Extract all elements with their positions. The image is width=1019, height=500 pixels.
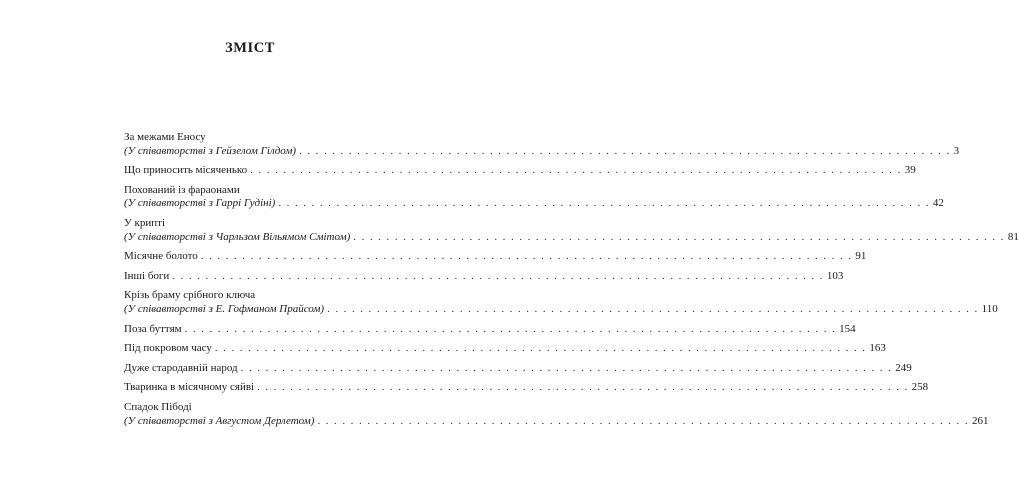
toc-entry-title: Під покровом часу: [124, 342, 212, 355]
toc-entry: [124, 289, 998, 316]
toc-entry-title: Поза буттям: [124, 322, 182, 335]
toc-entry-title: Крізь браму срібного ключа: [124, 289, 256, 302]
toc-entry-coauthor: (У співавторстві з Чарльзом Вільямом Смітом): [124, 230, 351, 243]
toc-entry-title: Похований із фараонами: [124, 183, 240, 196]
toc-entry-row: [124, 342, 886, 356]
toc-entry: [124, 342, 886, 356]
toc-entry-page-number: 3: [953, 144, 960, 157]
toc-entry-row: [124, 361, 912, 376]
toc-entry: [124, 164, 916, 178]
toc-entry-page-number: 103: [826, 269, 844, 282]
dot-leader: . . . . . . . . . . . . . . . . . . . . . . . . . . . . . . . . . . . . . . . . . . . . . . . . . . . . . . . . . . . . . . . . . . . . . . . . . . . . . . .: [200, 250, 853, 263]
toc-entry-row: [124, 414, 989, 429]
toc-entry-page-number: 110: [981, 302, 998, 315]
toc-entry-row: [124, 197, 944, 211]
dot-leader: . . . . . . . . . . . . . . . . . . . . . . . . . . . . . . . . . . . . . . . . . . . . . . . . . . . . . . . . . . . . . . . . . . . . . . . . . . . . . . .: [240, 361, 893, 374]
toc-entry-page-number: 39: [904, 164, 916, 177]
toc-entry: [124, 400, 989, 428]
dot-leader: . . . . . . . . . . . . . . . . . . . . . . . . . . . . . . . . . . . . . . . . . . . . . . . . . . . . . . . . . . . . . . . . . . . . . . . . . . . . . . .: [353, 230, 1005, 243]
toc-entry: [124, 322, 856, 337]
dot-leader: . . . . . . . . . . . . . . . . . . . . . . . . . . . . . . . . . . . . . . . . . . . . . . . . . . . . . . . . . . . . . . . . . . . . . . . . . . . . . . .: [214, 342, 867, 355]
toc-entry-page-number: 258: [911, 381, 929, 394]
toc-entry-row: [124, 164, 916, 178]
toc-entry-coauthor: (У співавторстві з Е. Гофманом Прайсом): [124, 302, 325, 315]
dot-leader: . . . . . . . . . . . . . . . . . . . . . . . . . . . . . . . . . . . . . . . . . . . . . . . . . . . . . . . . . . . . . . . . . . . . . . . . . . . . . . .: [299, 144, 951, 157]
toc-entry: [124, 183, 944, 211]
dot-leader: . . . . . . . . . . . . . . . . . . . . . . . . . . . . . . . . . . . . . . . . . . . . . . . . . . . . . . . . . . . . . . . . . . . . . . . . . . . . . . .: [184, 322, 837, 335]
toc-entry-coauthor: (У співавторстві з Гаррі Гудіні): [124, 197, 276, 210]
toc-entry-row: [124, 302, 998, 317]
toc-entry-page-number: 154: [839, 322, 856, 335]
dot-leader: . . . . . . . . . . . . . . . . . . . . . . . . . . . . . . . . . . . . . . . . . . . . . . . . . . . . . . . . . . . . . . . . . . . . . . . . . . . . . . .: [172, 269, 824, 282]
toc-entry-coauthor: (У співавторстві з Августом Дерлетом): [124, 414, 315, 427]
dot-leader: . . . . . . . . . . . . . . . . . . . . . . . . . . . . . . . . . . . . . . . . . . . . . . . . . . . . . . . . . . . . . . . . . . . . . . . . . . . . . . .: [250, 164, 902, 177]
dot-leader: . . . . . . . . . . . . . . . . . . . . . . . . . . . . . . . . . . . . . . . . . . . . . . . . . . . . . . . . . . . . . . . . . . . . . . . . . . . . . . .: [317, 414, 970, 427]
toc-entry-page-number: 163: [869, 342, 886, 355]
toc-entry: [124, 381, 929, 395]
toc-entry: [124, 216, 1019, 244]
toc-entry-title: Інші боги: [124, 269, 170, 282]
toc-entry-title: У крипті: [124, 216, 166, 229]
toc-entry-row: [124, 144, 960, 159]
toc-entry-page-number: 249: [895, 361, 912, 374]
toc-entry-title: Спадок Пібоді: [124, 400, 192, 413]
toc-entry-page-number: 81: [1007, 230, 1019, 243]
toc-entry-title: Що приносить місяченько: [124, 164, 248, 177]
dot-leader: . . . . . . . . . . . . . . . . . . . . . . . . . . . . . . . . . . . . . . . . . . . . . . . . . . . . . . . . . . . . . . . . . . . . . . . . . . . . . . .: [278, 197, 930, 210]
toc-entry-title: Тваринка в місячному сяйві: [124, 381, 255, 394]
toc-entry-page-number: 91: [855, 250, 867, 263]
toc-entry-page-number: 42: [932, 197, 944, 210]
toc-entry: [124, 250, 867, 264]
toc-entry: [124, 131, 960, 158]
dot-leader: . . . . . . . . . . . . . . . . . . . . . . . . . . . . . . . . . . . . . . . . . . . . . . . . . . . . . . . . . . . . . . . . . . . . . . . . . . . . . . .: [257, 381, 909, 394]
toc-entry-page-number: 261: [972, 414, 989, 427]
toc-entry-row: [124, 230, 1019, 245]
toc-entry-title: За межами Еносу: [124, 131, 206, 143]
table-of-contents: [124, 131, 1019, 434]
toc-entry-row: [124, 381, 929, 395]
toc-entry-row: [124, 250, 867, 264]
dot-leader: . . . . . . . . . . . . . . . . . . . . . . . . . . . . . . . . . . . . . . . . . . . . . . . . . . . . . . . . . . . . . . . . . . . . . . . . . . . . . . .: [327, 302, 979, 315]
page-title: ЗМІСТ: [224, 40, 276, 56]
toc-entry-row: [124, 322, 856, 337]
toc-entry-title: Дуже стародавній народ: [124, 361, 238, 374]
toc-entry: [124, 269, 844, 284]
toc-entry-title: Місячне болото: [124, 250, 198, 263]
toc-entry-row: [124, 269, 844, 284]
toc-entry: [124, 361, 912, 376]
toc-entry-coauthor: (У співавторстві з Гейзелом Гілдом): [124, 144, 297, 157]
